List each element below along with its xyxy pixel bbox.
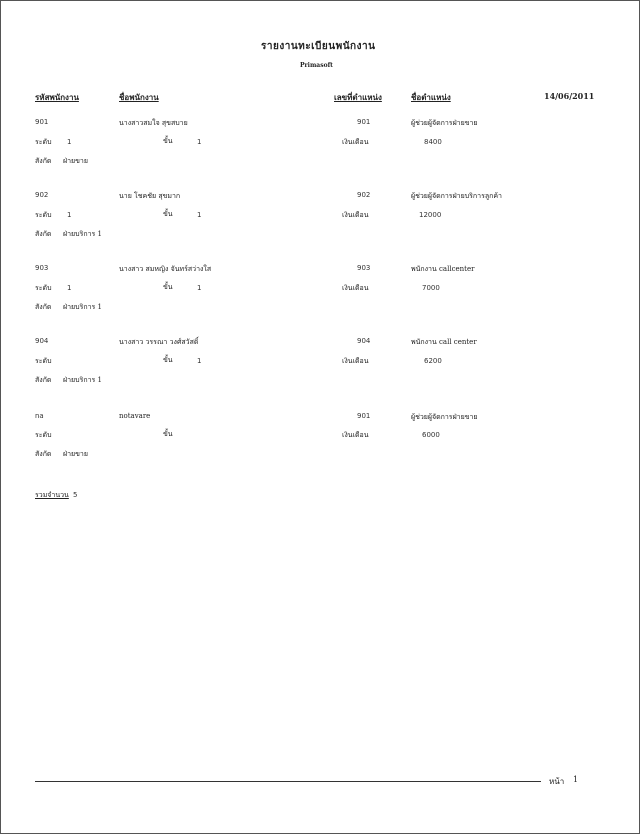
grade-label: ขั้น: [163, 430, 173, 438]
emp-id: 903: [35, 264, 49, 272]
report-title: รายงานทะเบียนพนักงาน: [261, 41, 376, 52]
pos-name: ผู้ช่วยผู้จัดการฝ่ายบริการลูกค้า: [411, 192, 502, 200]
grade-label: ขั้น: [163, 137, 173, 145]
pos-id: 904: [357, 337, 371, 345]
level-value: 1: [67, 284, 72, 292]
dept-label: สังกัด: [35, 157, 52, 165]
salary-value: 7000: [422, 284, 440, 292]
dept-label: สังกัด: [35, 376, 52, 384]
level-label: ระดับ: [35, 138, 52, 146]
col-header-emp-name: ชื่อพนักงาน: [119, 92, 159, 102]
pos-name: พนักงาน call center: [411, 338, 477, 346]
pos-id: 902: [357, 191, 371, 199]
col-header-pos-name: ชื่อตำแหน่ง: [411, 92, 451, 102]
grade-value: 1: [197, 211, 202, 219]
level-label: ระดับ: [35, 284, 52, 292]
total-label: รวมจำนวน: [35, 491, 69, 499]
emp-name: notavare: [119, 412, 151, 420]
grade-label: ขั้น: [163, 210, 173, 218]
emp-id: 901: [35, 118, 49, 126]
pos-id: 901: [357, 118, 371, 126]
emp-id: 904: [35, 337, 49, 345]
level-value: 1: [67, 211, 72, 219]
salary-label: เงินเดือน: [342, 357, 369, 365]
salary-label: เงินเดือน: [342, 284, 369, 292]
dept-value: ฝ่ายบริการ 1: [63, 376, 102, 384]
emp-name: นางสาว วรรณา วงศ์สวัสดิ์: [119, 338, 199, 346]
salary-value: 8400: [424, 138, 442, 146]
page-number: 1: [573, 775, 579, 784]
emp-id: 902: [35, 191, 49, 199]
pos-name: ผู้ช่วยผู้จัดการฝ่ายขาย: [411, 413, 478, 421]
report-date: 14/06/2011: [544, 91, 595, 101]
salary-label: เงินเดือน: [342, 138, 369, 146]
emp-name: นางสาว สมหญิง จันทร์สว่างใส: [119, 265, 212, 273]
col-header-emp-id: รหัสพนักงาน: [35, 92, 79, 102]
pos-name: พนักงาน callcenter: [411, 265, 475, 273]
dept-label: สังกัด: [35, 303, 52, 311]
dept-label: สังกัด: [35, 450, 52, 458]
pos-id: 901: [357, 412, 371, 420]
salary-label: เงินเดือน: [342, 211, 369, 219]
pos-name: ผู้ช่วยผู้จัดการฝ่ายขาย: [411, 119, 478, 127]
col-header-pos-id: เลขที่ตำแหน่ง: [334, 92, 382, 102]
level-label: ระดับ: [35, 431, 52, 439]
grade-value: 1: [197, 284, 202, 292]
dept-value: ฝ่ายขาย: [63, 450, 88, 458]
grade-label: ขั้น: [163, 356, 173, 364]
pos-id: 903: [357, 264, 371, 272]
grade-value: 1: [197, 138, 202, 146]
grade-value: 1: [197, 357, 202, 365]
footer-rule: [35, 781, 541, 782]
total-count: 5: [73, 491, 78, 499]
salary-value: 12000: [419, 211, 442, 219]
level-value: 1: [67, 138, 72, 146]
salary-value: 6000: [422, 431, 440, 439]
dept-value: ฝ่ายบริการ 1: [63, 303, 102, 311]
level-label: ระดับ: [35, 211, 52, 219]
page-label: หน้า: [549, 777, 565, 786]
dept-label: สังกัด: [35, 230, 52, 238]
dept-value: ฝ่ายบริการ 1: [63, 230, 102, 238]
company-name: Primasoft: [300, 62, 333, 69]
emp-name: นาย โชคชัย สุขมาก: [119, 192, 181, 200]
salary-label: เงินเดือน: [342, 431, 369, 439]
emp-id: na: [35, 412, 44, 420]
grade-label: ขั้น: [163, 283, 173, 291]
emp-name: นางสาวสมใจ สุขสบาย: [119, 119, 188, 127]
salary-value: 6200: [424, 357, 442, 365]
dept-value: ฝ่ายขาย: [63, 157, 88, 165]
level-label: ระดับ: [35, 357, 52, 365]
